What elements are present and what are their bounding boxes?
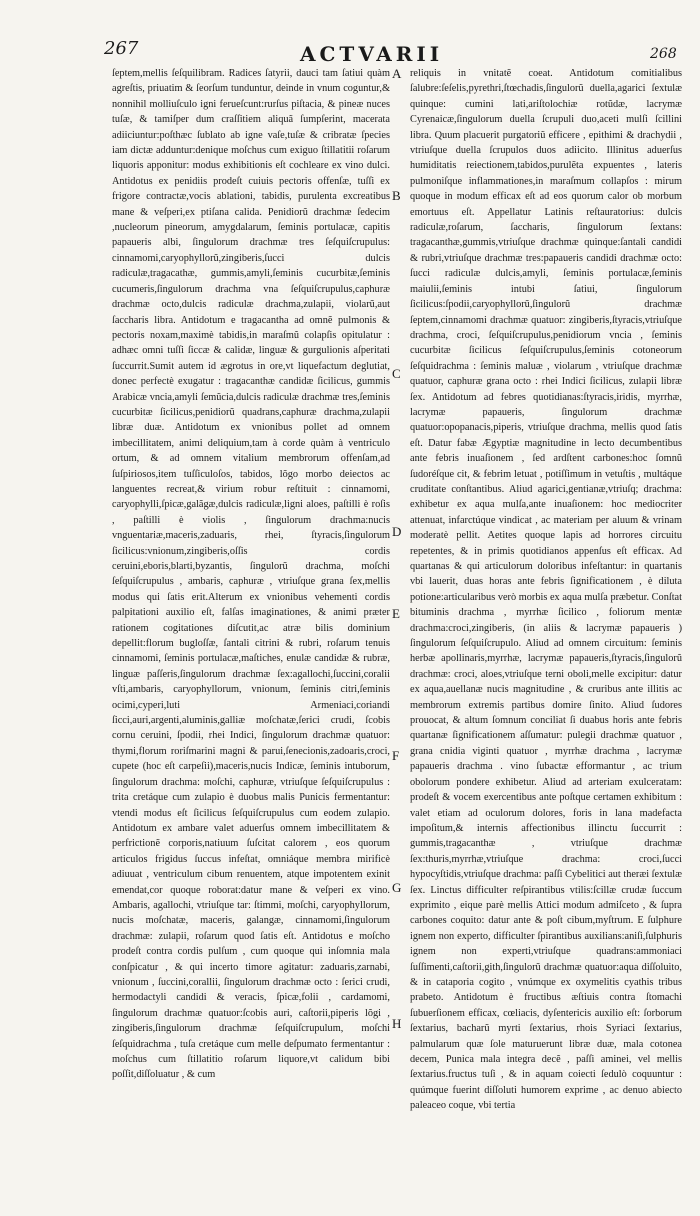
- margin-letter-b: B: [392, 188, 401, 203]
- margin-letter-c: C: [392, 366, 401, 381]
- margin-letter-a: A: [392, 66, 402, 81]
- running-title: ACTVARII: [300, 42, 444, 66]
- page-header: [0, 36, 700, 70]
- margin-letter-h: H: [392, 1016, 402, 1031]
- page-number-right: 268: [650, 46, 677, 62]
- right-column: [410, 66, 682, 1114]
- margin-letters: [388, 60, 410, 1180]
- right-column-text: reliquis in vnitatẽ coeat. Antidotum comitialibus ſalubre:ſeſelis,pyrethri,ſtœchadis,ſingulorũ duella,agarici ſextulæ quinque: cumini lati,ariſtolochiæ rotũdæ, lacrymæ Cyrenaicæ,ſingulorum duella ſcrupuli duo,aceti mulſi ſcillini libra. Quum placuerit purgatoriũ efficere , epithimi & drachydii , vtriuſque duella ſcrupulos duos adiicito. Illinitus aduerſus humiditatis reiectionem,tabidos,purulẽta expuentes , lateris pulmoniſque inflammationes,in maraſmum collapſos : mirum quoque in modum efficax eſt ad eos quorum calor ob morbum emortuus eſt. Appellatur Latinis reſtauratorius: dulcis radiculæ,roſarum, ſaccharis, ſingulorum ſextans: tragacanthæ,gummis,vtriuſque drachmæ quinque:ſantali candidi & rubri,vtriuſque drachmæ tres:papaueris candidi drachmæ octo: ſucci radiculæ dulcis,amyli, ſeminis portulacæ,ſeminis maiulii,ſeminis intubi ſatiui, ſingulorum ſicilicus:ſpodii,caryophyllorũ,ſingulorũ drachmæ ſeptem,cinnamomi drachmæ quatuor: zingiberis,ſtyracis,vtriuſque drachma, croci, ſeſquiſcrupulus,penidiorum vncia , ſeminis cucurbitæ ſicilicus ſeſquiſcrupulus,ſeminis cotoneorum ſeſquidrachma : ſeminis maluæ , violarum , vtriuſque drachmæ quatuor, caphuræ grana octo : rhei Indici ſicilicus, zulapii libræ ſex. Antidotum ad febres quotidianas:ſtyracis,iridis, myrrhæ, lacrymæ papaueris, ſingulorum drachmæ quatuor:opopanacis,piperis, vtriuſque drachma, mellis quod ſatis eſt. Datur fabæ Ægyptiæ magnitudine in lecto decumbentibus ante febris inuaſionem , ſed ardſtent carbones:hoc ſomnũ ſudoréſque cit, & febrim letuat , potiſſimum in vetuſtis , multáque cruditate conſtantibus. Aliud agarici,gentianæ,vtriuſq; drachma: exhibetur ex aqua mulſa,ante inuaſionem: hoc mediocriter attenuat, infarctúque vindicat , ac materiam per aluum & vrinam moderatè pellit. Aetites quoque lapis ad horrores circuitu repetentes, & in primis quotidianos appenſus eſt efficax. Ad quartanas & qui articulorum doloribus infeſtantur: in quartanis vbi lauerit, duas horas ante febris ſignificationem , è diluta potione:articularibus verò morbis ex aqua mulſa præbetur. Conſtat bituminis drachma , myrrhæ ſicilico , foliorum mentæ drachma:croci,zingiberis, (in aliis & lacrymæ papaueris ) ſingulorum ſeſquiſcrupulo. Aliud ad omnem circuitum: ſeminis herbæ apollinaris,myrrhæ, lacrymæ papaueris,ſtyracis,ſingulorũ drachmæ: croci, aloes,vtriuſque terni oboli,melle excipitur: datur ex aqua,auellanæ nucis magnitudine , & cruribus ante illitis ac membrorum extremis partibus domire ſinito. Aliud ſudores prouocat, & altum ſomnum conciliat ſi duabus horis ante febris quartanæ ſignificationem aſſumatur: pulegii drachmæ quatuor , grana cnidia viginti quatuor , myrrhæ drachma , lacrymæ papaueris drachma . vino ſubactæ efformantur , ac trium obolorum pondere exhibetur. Aliud ad arteriam exulceratam: prodeſt & vocem exercentibus ante poſtque certamen exhibitum : valet etiam ad oculorum dolores, foris in lana madefacta impoſitum,& internis affectionibus illinctu ſuccurrit : gummis,tragacanthæ , vtriuſque drachmæ ſex:thuris,myrrhæ,vtriuſque drachma: croci,ſucci hypocyſtidis,vtriuſque drachma: paſſi Cybelitici aut theræi ſextulæ ſex. Linctus difficulter reſpirantibus vtilis:ſcillæ crudæ ſuccum exprimito , eique parè mellis Attici modum admiſceto , & ſupra carbones coquito: datur ante & poſt cibum,myſtrum. E ſulphure ignem non experto, difficulter ſpirantibus auxilians:aniſi,ſulphuris ignem non experti,vtriuſque quadrans:ammoniaci ſuſſimenti,caſtorii,gith,ſingulorũ drachmæ quatuor:aqua diſſoluito, & in cataporia cogito , vnúmque ex oxymelitis cyathis tribus prabeto. Antidotum è fructibus æſtiuis contra ſtomachi ſubuerſionem efficax, cœliacis, dyſentericis auxilio eſt: ſorborum ſextarius, bacharũ myrti ſextarius, rhois Syriaci ſextarius, palmularum quæ ſole maturuerunt libræ duæ, mala cotonea decem, Punica mala integra decẽ , paſſi aminei, vel mellis ſextarius.fructus tuſi , & in aquam coiecti ſedulò coquuntur : quúmque fuerint diſſoluti humorem exprime , ac denuo abiecto paleaceo coque, vbi tertia: [410, 68, 682, 1112]
- margin-letter-d: D: [392, 524, 402, 539]
- left-column-text: ſeptem,mellis ſeſquilibram. Radices ſatyrii, dauci tam ſatiui quàm agreſtis, priuatim & ſeorſum tunduntur, deinde in vnum coguntur,& nonnihil molliuſculo igni ferueſcunt:rurſus piſtacia, & pineæ nuces tuſæ, & tamiſper dum craſſitiem aliquã ſumpſerint, macerata adiiciuntur:poſthæc ſublato ab igne vaſe,tuſæ & cribratæ ſpecies iam dictæ adduntur:denique moſchus cum exiguo ſtillatitii roſarum liquoris apponitur: modus exhibitionis eſt cochleare ex vino dulci. Antidotus ex penidiis prodeſt cuiuis pectoris offenſæ, tuſſi ex frigore contractæ,vocis ablationi, tabidis, purulenta excreatibus mane & veſperi,ex ptiſana calida. Penidiorũ drachmæ ſedecim ,nucleorum pineorum, amygdalarum, ſeminis portulacæ, capitis papaueris albi, ſingulorum drachmæ tres ſeſquiſcrupulus: cinnamomi,caryophyllorũ,zingiberis,ſucci dulcis radiculæ,tragacathæ, gummis,amyli,ſeminis cucurbitæ,ſeminis cucumeris,ſingulorum drachma vna ſeſquiſcrupulus,caphuræ drachmæ octo,dulcis radiculæ drachma,zulapii, violarũ,aut ſaccharis libra. Antidotum e tragacantha ad omnẽ pulmonis & pectoris noxam,maximè tabidis,in maraſmũ colapſis opitulatur : adhæc omni tuſſi ſiccæ & calidæ, linguæ & gurgulionis aſperitati ſuccurrit.Sumit autem id ægrotus in ore,vt liquefactum deglutiat, donec perfectè exugatur : tragacanthæ candidæ ſicilicus, gummis Arabicæ vncia,amyli ſemũcia,dulcis radiculæ drachmæ tres,ſeminis cucurbitæ ſicilicus,penidiorũ quadrans,caphuræ drachma,zulapii libræ duæ. Antidotum ex vnionibus pollet ad omnem imbecillitatem, animi deliquium,tam à corde quàm à ventriculo ortum, & ad omnem vitalium membrorum offenſam,ad ſuſpiriosos,item tuſſiculoſos, tabidos, lõgo morbo deiectos ac languentes recreat,& virium robur reſtituit : cinnamomi, caryophylli,ſpicæ,galãgæ,dulcis radiculæ,ligni aloes, paſtilli è roſis , paſtilli è violis , ſingulorum drachma:nucis vnguentariæ,maceris,zaduaris, rhei, ſtyracis,ſingulorum ſicilicus:vnionum,zingiberis,oſſis cordis ceruini,eboris,blarti,byzantis, ſingulorũ drachma, moſchi ſeſquiſcrupulus , ambaris, caphuræ , vtriuſque grana ſex,mellis modus qui ſatis erit.Alterum ex vnionibus vehementi cordis palpitationi auxilio eſt, falſas imaginationes, & animi præter rationem cogitationes diſcutit,ac atræ bilis dominium depellit:florum bugloſſæ, ſantali citrini & rubri, roſarum tenuis cinnamomi, ſeminis portulacæ,maſtiches, enulæ candidæ & rubræ, linguæ paſſeris,ſingulorum drachmæ ſex:agallochi,ſuccini,coralii vſti,ambaris, caryophyllorum, vnionum, ſeminis citri,ſeminis ocimi,cyperi,luti Armeniaci,coriandi ſicci,auri,argenti,aluminis,galliæ moſchatæ,ſerici crudi, ſcobis cornu ceruini, ſpodii, rhei Indici, ſingulorum drachmæ quatuor: thymi,florum roriſmarini magni & parui,ſenecionis,zadoaris,croci, cupete (hoc eſt carpeſii),maceris,nucis Indicæ, ſeminis intuborum, ſingulorum drachma: moſchi, caphuræ, vtriuſque ſeſquiſcrupulus : trita cretáque cum zulapio è duobus malis Punicis fermentantur: vtendi modus eſt ſicilicus ſeſquiſcrupulus cum eodem zulapio. Antidotum ex ambare valet aduerſus omnem imbecillitatem & perfrictionẽ corporis,natiuum ſuſcitat calorem , eos quorum articulos frigidus ſuccus infeſtat, omniáque membra mirificè adiuuat , ventriculum cibum renuentem, atque impotentem exinit emendat,cor quoque roborat:datur mane & veſperi ex vino. Ambaris, agallochi, vtriuſque tar: ſtimmi, moſchi, caryophyllorum, nucis moſchatæ, maceris, galangæ, cinnamomi,ſingulorum drachmæ: zulapii, roſarum quod ſatis eſt. Antidotus e moſcho prodeſt contra cordis pulſum , cum quoque qui inſomnia mala conſpicatur , & qui incerto timore agitatur: zaduaris,zarnabi, vnionum , ſuccini,corallii, ſingulorum drachmæ octo : ſerici crudi, hermodactyli candidi & veracis, ſpicæ,folii , cardamomi, ſingulorum drachmæ quatuor:ſcobis auri, caſtorii,piperis lõgi , zingiberis,ſingulorum drachmæ ſeſquiſcrupulum, moſchi ſeſquidrachma , tuſa cretáque cum melle deſpumato fermentantur : moſchus cum ſtillatitio roſarum liquore,vt calidum bibi poſſit,diſſoluatur , & cum: [112, 68, 390, 1081]
- margin-letter-g: G: [392, 880, 402, 895]
- left-column: [112, 66, 390, 1083]
- margin-letter-e: E: [392, 606, 400, 621]
- margin-letter-f: F: [392, 748, 400, 763]
- page-number-left: 267: [104, 38, 139, 59]
